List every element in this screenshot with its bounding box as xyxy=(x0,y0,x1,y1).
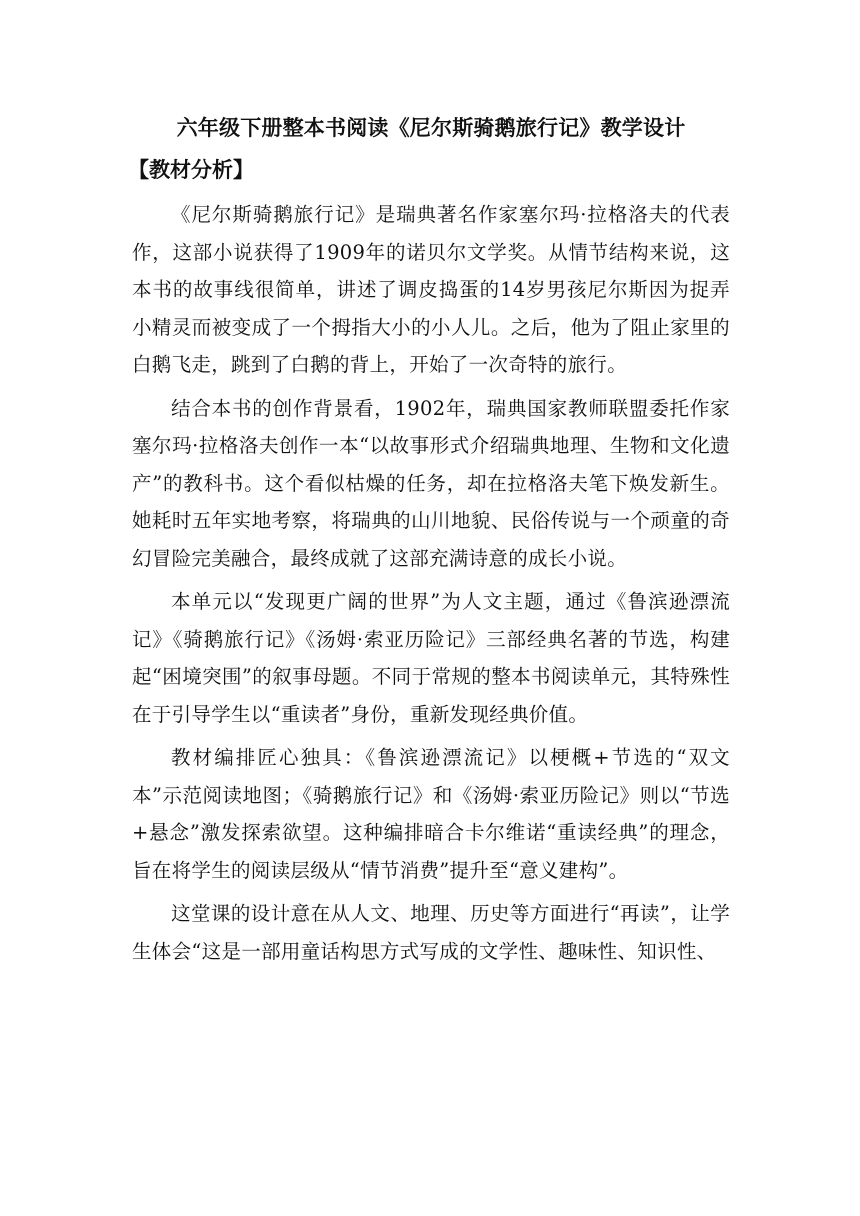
paragraph-5: 这堂课的设计意在从人文、地理、历史等方面进行“再读”，让学生体会“这是一部用童话构思方式写成的文学性、趣味性、知识性、 xyxy=(132,902,730,963)
document-page xyxy=(128,112,730,970)
document-title: 六年级下册整本书阅读《尼尔斯骑鹅旅行记》教学设计 xyxy=(176,115,686,140)
section-heading-textbook-analysis: 【教材分析】 xyxy=(128,157,254,182)
paragraph-1: 《尼尔斯骑鹅旅行记》是瑞典著名作家塞尔玛·拉格洛夫的代表作，这部小说获得了1909年的诺贝尔文学奖。从情节结构来说，这本书的故事线很简单，讲述了调皮捣蛋的14岁男孩尼尔斯因为捉弄小精灵而被变成了一个拇指大小的小人儿。之后，他为了阻止家里的白鹅飞走，跳到了白鹅的背上，开始了一次奇特的旅行。 xyxy=(132,203,730,376)
paragraph-4: 教材编排匠心独具：《鲁滨逊漂流记》以梗概+节选的“双文本”示范阅读地图；《骑鹅旅行记》和《汤姆·索亚历险记》则以“节选+悬念”激发探索欲望。这种编排暗合卡尔维诺“重读经典”的理念，旨在将学生的阅读层级从“情节消费”提升至“意义建构”。 xyxy=(132,746,730,882)
paragraph-2: 结合本书的创作背景看，1902年，瑞典国家教师联盟委托作家塞尔玛·拉格洛夫创作一本“以故事形式介绍瑞典地理、生物和文化遗产”的教科书。这个看似枯燥的任务，却在拉格洛夫笔下焕发新生。她耗时五年实地考察，将瑞典的山川地貌、民俗传说与一个顽童的奇幻冒险完美融合，最终成就了这部充满诗意的成长小说。 xyxy=(132,396,730,570)
paragraph-3: 本单元以“发现更广阔的世界”为人文主题，通过《鲁滨逊漂流记》《骑鹅旅行记》《汤姆·索亚历险记》三部经典名著的节选，构建起“困境突围”的叙事母题。不同于常规的整本书阅读单元，其特殊性在于引导学生以“重读者”身份，重新发现经典价值。 xyxy=(132,590,730,726)
